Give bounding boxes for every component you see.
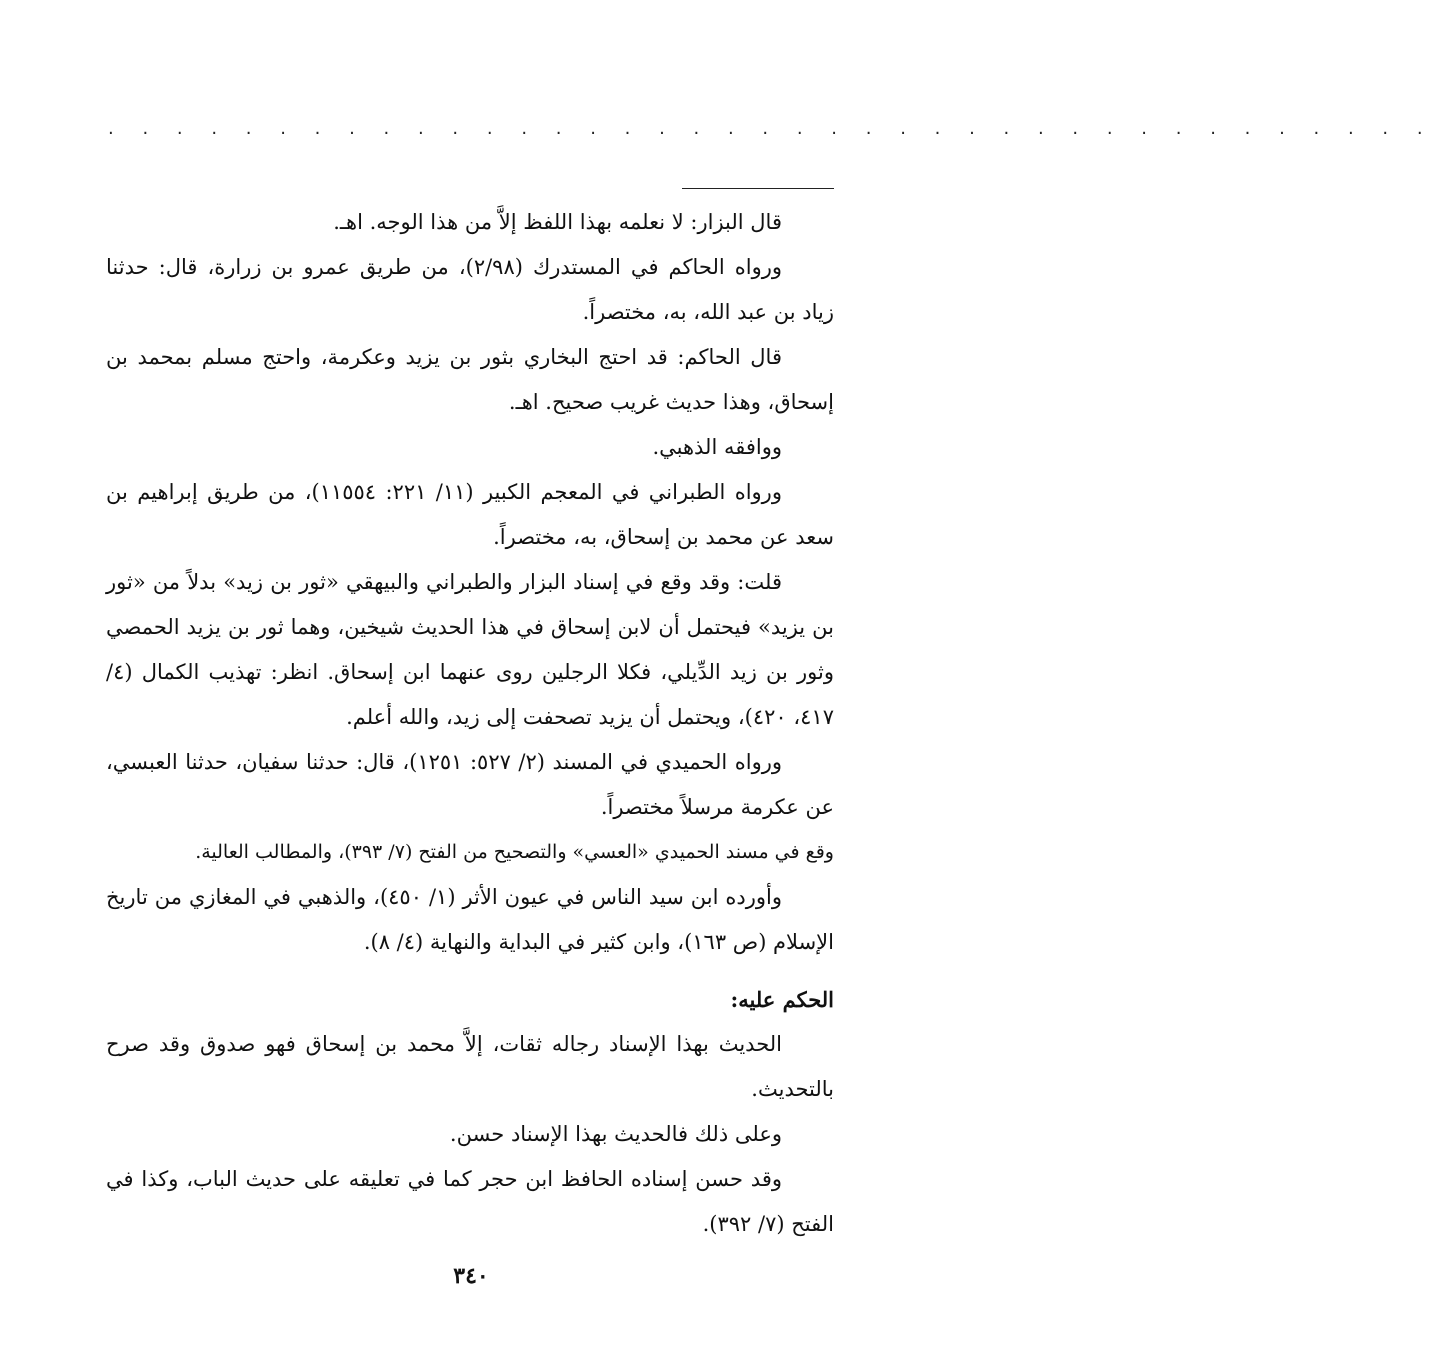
- paragraph-ibn-hajar: وقد حسن إسناده الحافظ ابن حجر كما في تعليقه على حديث الباب، وكذا في الفتح (٧/ ٣٩٢).: [106, 1167, 834, 1236]
- paragraph-bazzar-comment: قال البزار: لا نعلمه بهذا اللفظ إلاَّ من هذا الوجه. اهـ.: [333, 210, 782, 234]
- paragraph-judgement: الحديث بهذا الإسناد رجاله ثقات، إلاَّ محمد بن إسحاق فهو صدوق وقد صرح بالتحديث.: [106, 1032, 834, 1101]
- dotted-separator: . . . . . . . . . . . . . . . . . . . . . . . . . . . . . . . . . . . . . . .: [108, 118, 1434, 139]
- paragraph-hakim-narration: ورواه الحاكم في المستدرك (٢/٩٨)، من طريق عمرو بن زرارة، قال: حدثنا زياد بن عبد الله، به، مختصراً.: [106, 255, 834, 324]
- paragraph-judgement-conclusion: وعلى ذلك فالحديث بهذا الإسناد حسن.: [449, 1122, 782, 1146]
- paragraph-author-note: قلت: وقد وقع في إسناد البزار والطبراني والبيهقي «ثور بن زيد» بدلاً من «ثور بن يزيد» فيحتمل أن لابن إسحاق في هذا الحديث شيخين، وهما ثور بن يزيد الحمصي وثور بن زيد الدِّيلي، فكلا الرجلين روى عنهما ابن إسحاق. انظر: تهذيب الكمال (٤/ ٤١٧، ٤٢٠)، ويحتمل أن يزيد تصحفت إلى زيد، والله أعلم.: [106, 570, 834, 729]
- page-number: ٣٤٠: [453, 1263, 489, 1289]
- page-body: [106, 200, 834, 1247]
- paragraph-tabarani-narration: ورواه الطبراني في المعجم الكبير (١١/ ٢٢١: ١١٥٥٤)، من طريق إبراهيم بن سعد عن محمد بن إسحاق، به، مختصراً.: [106, 480, 834, 549]
- paragraph-humaydi-narration: ورواه الحميدي في المسند (٢/ ٥٢٧: ١٢٥١)، قال: حدثنا سفيان، حدثنا العبسي، عن عكرمة مرسلاً مختصراً.: [106, 750, 834, 819]
- section-heading: الحكم عليه:: [730, 987, 834, 1012]
- paragraph-dhahabi-agree: ووافقه الذهبي.: [652, 435, 782, 459]
- paragraph-other-sources: وأورده ابن سيد الناس في عيون الأثر (١/ ٤٥٠)، والذهبي في المغازي من تاريخ الإسلام (ص ١٦٣)، وابن كثير في البداية والنهاية (٤/ ٨).: [106, 885, 834, 954]
- paragraph-humaydi-correction: وقع في مسند الحميدي «العسي» والتصحيح من الفتح (٧/ ٣٩٣)، والمطالب العالية.: [195, 841, 834, 863]
- footnote-rule: [682, 188, 834, 189]
- paragraph-hakim-comment: قال الحاكم: قد احتج البخاري بثور بن يزيد وعكرمة، واحتج مسلم بمحمد بن إسحاق، وهذا حديث غريب صحيح. اهـ.: [106, 345, 834, 414]
